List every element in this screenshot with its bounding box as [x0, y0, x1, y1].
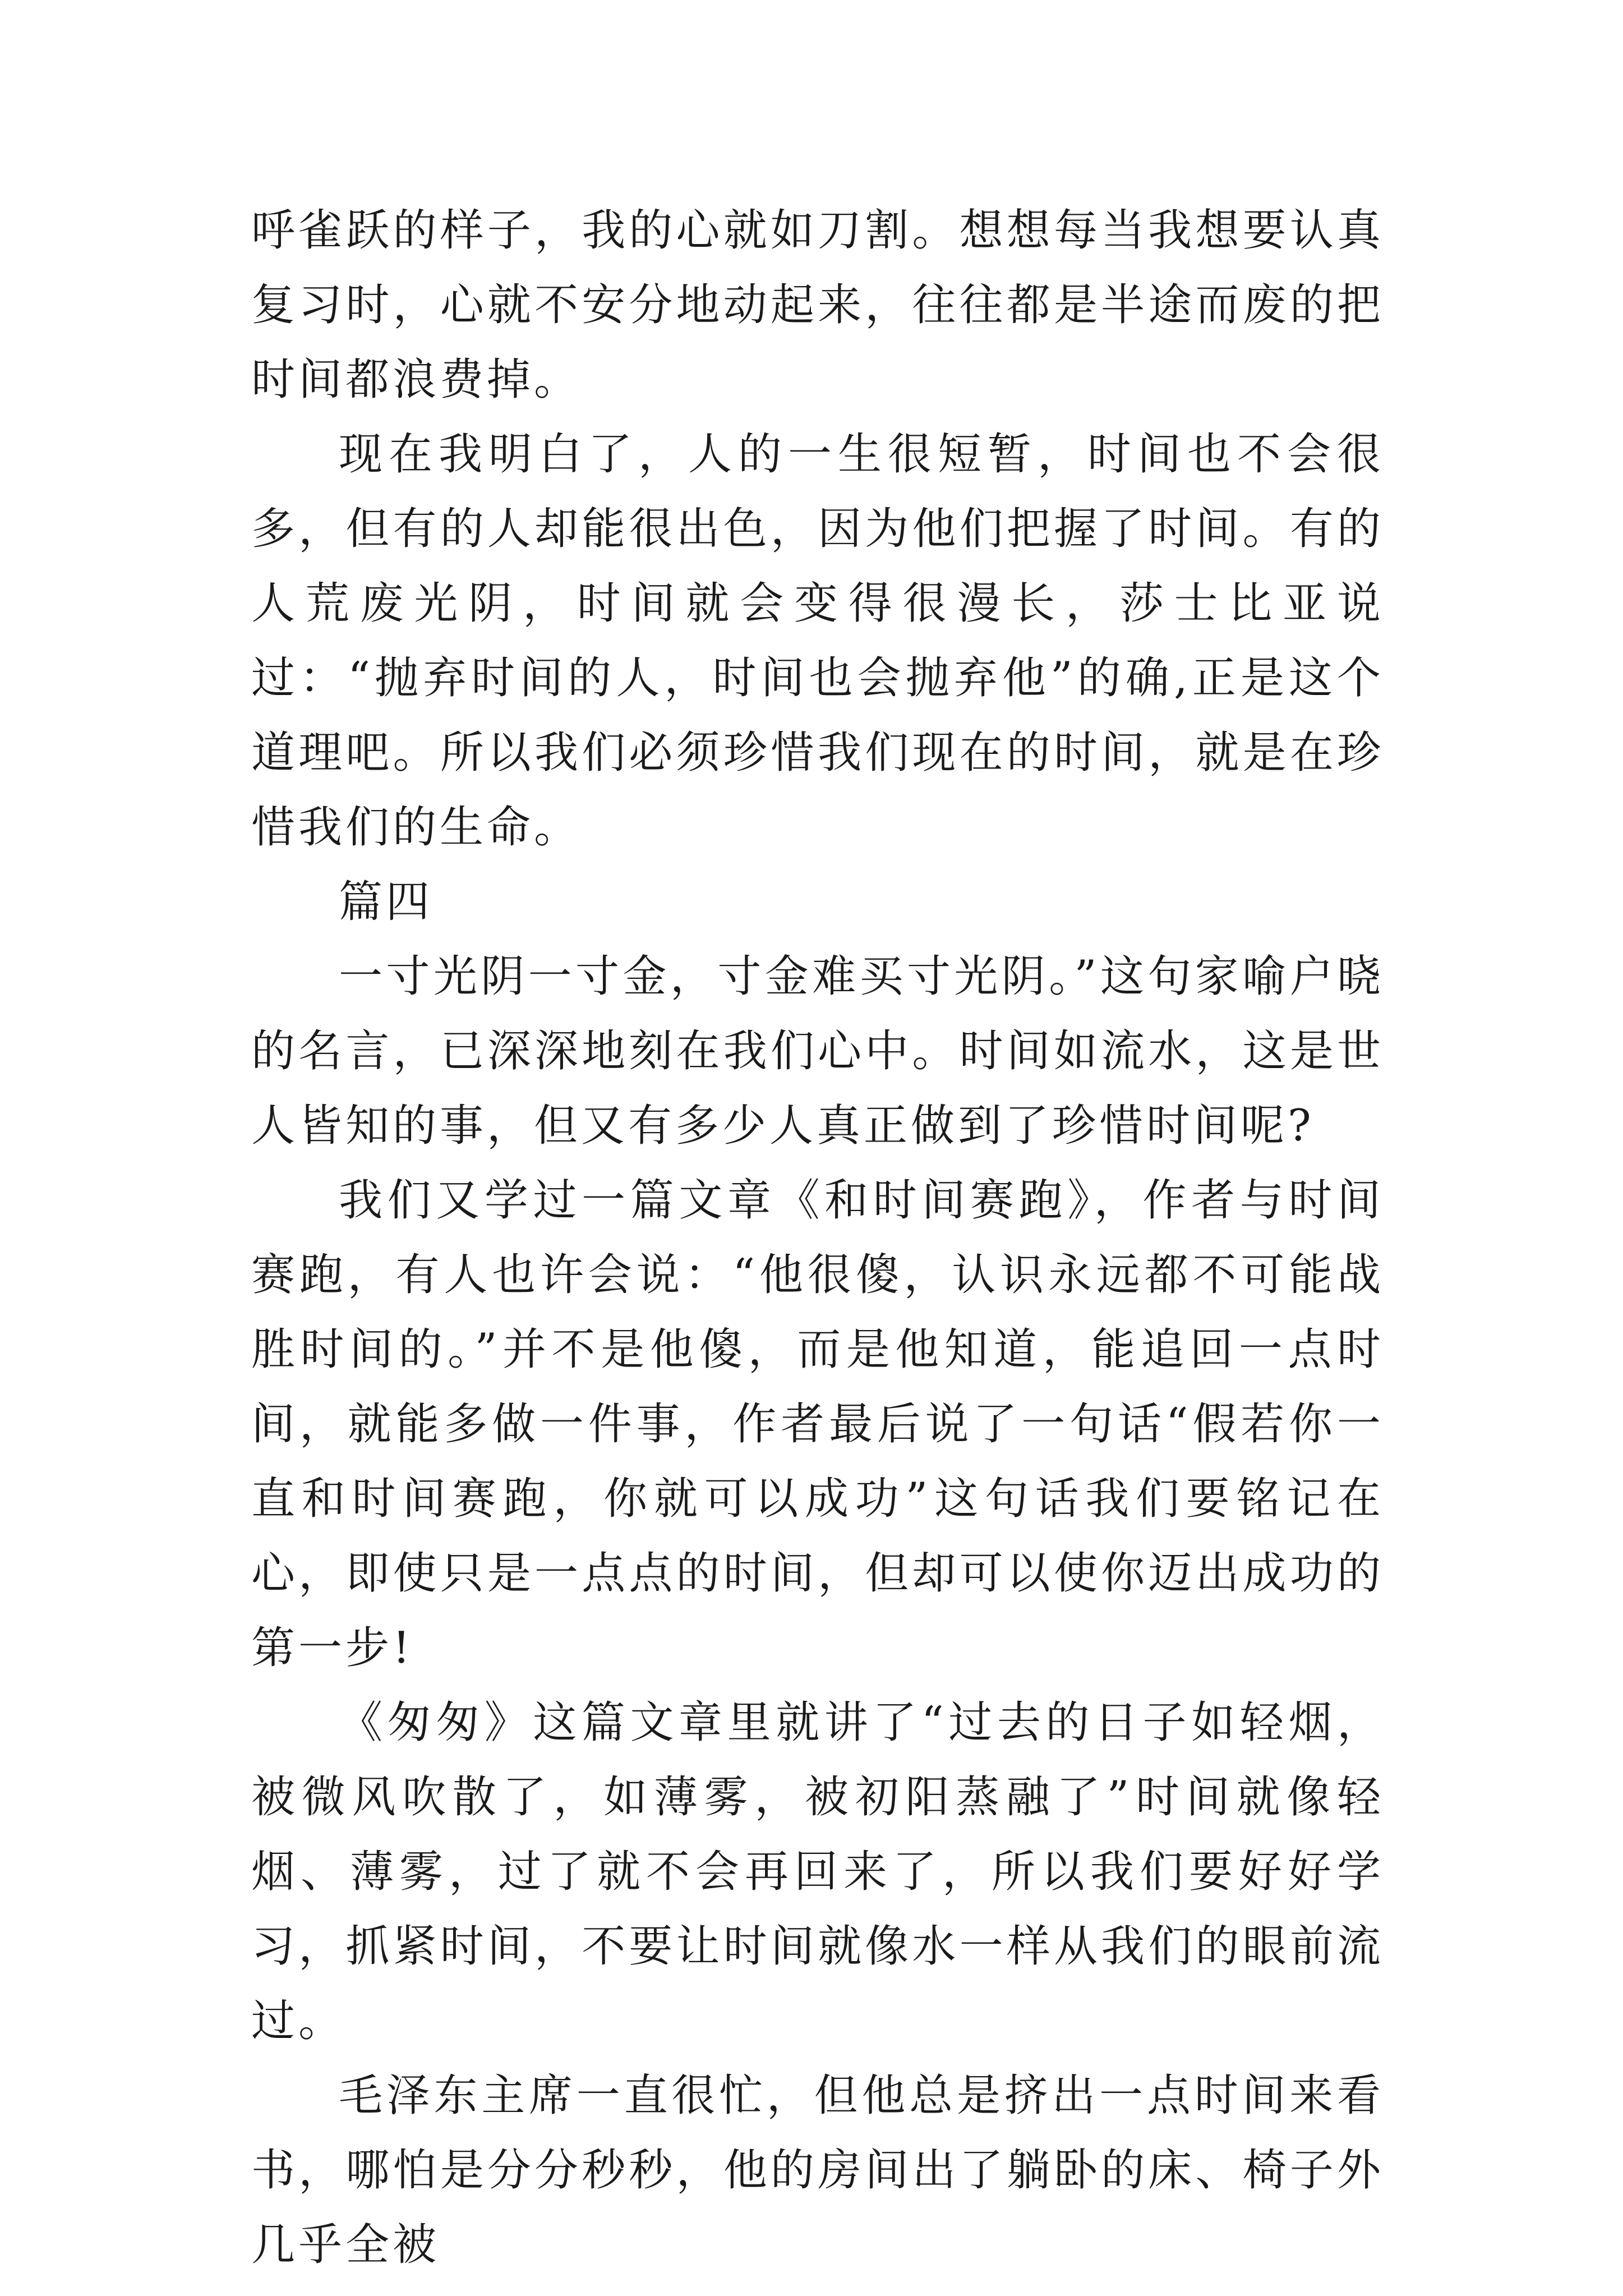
paragraph: 现在我明白了，人的一生很短暂，时间也不会很多，但有的人却能很出色，因为他们把握了时间。有的人荒废光阴，时间就会变得很漫长，莎士比亚说过：“抛弃时间的人，时间也会抛弃他”的确,正是这个道理吧。所以我们必须珍惜我们现在的时间，就是在珍惜我们的生命。 — [251, 429, 1384, 853]
paragraph: 我们又学过一篇文章《和时间赛跑》，作者与时间赛跑，有人也许会说：“他很傻，认识永远都不可能战胜时间的。”并不是他傻，而是他知道，能追回一点时间，就能多做一件事，作者最后说了一句话“假若你一直和时间赛跑，你就可以成功”这句话我们要铭记在心，即使只是一点点的时间，但却可以使你迈出成功的第一步! — [251, 1175, 1384, 1673]
paragraph: 一寸光阴一寸金，寸金难买寸光阴。”这句家喻户晓的名言，已深深地刻在我们心中。时间如流水，这是世人皆知的事，但又有多少人真正做到了珍惜时间呢? — [251, 951, 1384, 1151]
section-heading: 篇四 — [339, 877, 434, 927]
paragraph: 《匆匆》这篇文章里就讲了“过去的日子如轻烟，被微风吹散了，如薄雾，被初阳蒸融了”时间就像轻烟、薄雾，过了就不会再回来了，所以我们要好好学习，抓紧时间，不要让时间就像水一样从我们的眼前流过。 — [251, 1697, 1384, 2046]
document-body — [251, 194, 1384, 2283]
paragraph: 毛泽东主席一直很忙，但他总是挤出一点时间来看书，哪怕是分分秒秒，他的房间出了躺卧的床、椅子外几乎全被 — [251, 2070, 1384, 2270]
paragraph-continuation: 呼雀跃的样子，我的心就如刀割。想想每当我想要认真复习时，心就不安分地动起来，往往都是半途而废的把时间都浪费掉。 — [251, 205, 1384, 405]
